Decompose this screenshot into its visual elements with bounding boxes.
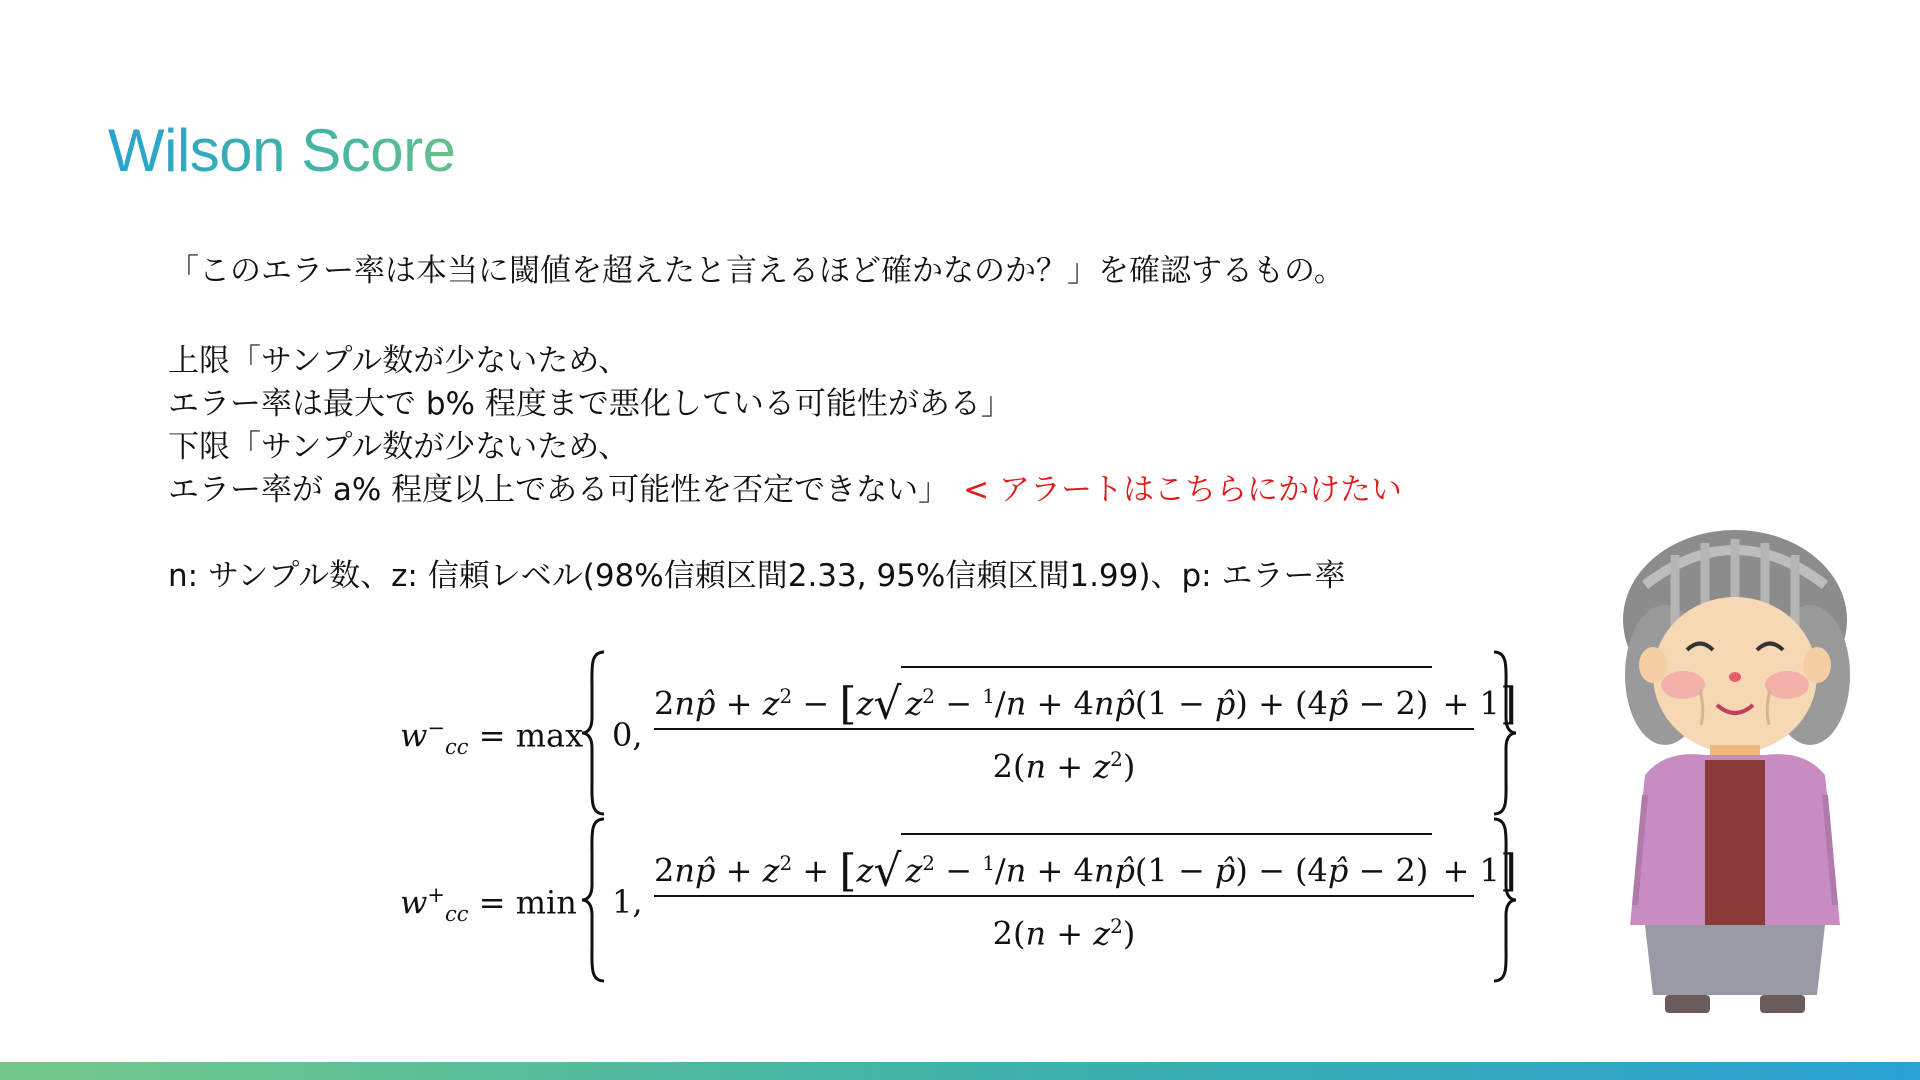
lhs-superscript: −	[427, 716, 445, 740]
lhs-variable: w	[400, 883, 428, 922]
slide-title: Wilson Score	[108, 117, 456, 184]
footer-gradient-bar	[0, 1062, 1920, 1080]
upper-bound-ceiling: 1,	[612, 883, 643, 921]
alert-note: < アラートはこちらにかけたい	[963, 472, 1402, 508]
right-brace-icon	[1490, 648, 1520, 818]
lower-bound-lhs	[400, 716, 583, 759]
upper-limit-line-1: 上限「サンプル数が少ないため、	[168, 343, 629, 379]
min-operator: = min	[478, 883, 577, 922]
lower-limit-line-1: 下限「サンプル数が少ないため、	[168, 429, 629, 465]
max-operator: = max	[478, 716, 584, 755]
wilson-lower-bound-equation	[400, 648, 1520, 818]
lower-bound-fraction	[654, 666, 1518, 786]
lhs-subscript: cc	[445, 735, 469, 760]
lower-bound-denominator: $2(n + z^2)$	[992, 747, 1136, 786]
lhs-subscript: cc	[445, 902, 469, 927]
lower-bound-numerator: 2np̂ + $z^2 - [z√$ $z^2 - ^1/n$ + 4np̂(1 − p̂) + (4p̂ − 2) + 1]	[654, 666, 1474, 722]
limits-block	[168, 340, 1402, 512]
upper-bound-denominator: $2(n + z^2)$	[992, 914, 1136, 953]
lhs-superscript: +	[427, 883, 445, 907]
upper-limit-line-2: エラー率は最大で b% 程度まで悪化している可能性がある」	[168, 386, 1012, 422]
grandmother-illustration	[1605, 525, 1865, 1025]
right-brace-icon	[1490, 815, 1520, 985]
left-brace-icon	[578, 815, 608, 985]
lower-bound-floor: 0,	[612, 716, 643, 754]
upper-bound-fraction	[654, 833, 1518, 953]
upper-bound-lhs	[400, 883, 577, 926]
intro-text: 「このエラー率は本当に閾値を超えたと言えるほど確かなのか？」を確認するもの。	[168, 253, 1345, 289]
lower-limit-line	[168, 469, 1402, 512]
lhs-variable: w	[400, 716, 428, 755]
left-brace-icon	[578, 648, 608, 818]
wilson-upper-bound-equation	[400, 815, 1520, 985]
lower-limit-line-2: エラー率が a% 程度以上である可能性を否定できない」	[168, 472, 950, 508]
upper-bound-numerator: 2np̂ + $z^2 + [z√$ $z^2 - ^1/n$ + 4np̂(1 − p̂) − (4p̂ − 2) + 1]	[654, 833, 1474, 889]
variable-definitions: n: サンプル数、z: 信頼レベル(98%信頼区間2.33, 95%信頼区間1.99)、p: エラー率	[168, 558, 1346, 594]
